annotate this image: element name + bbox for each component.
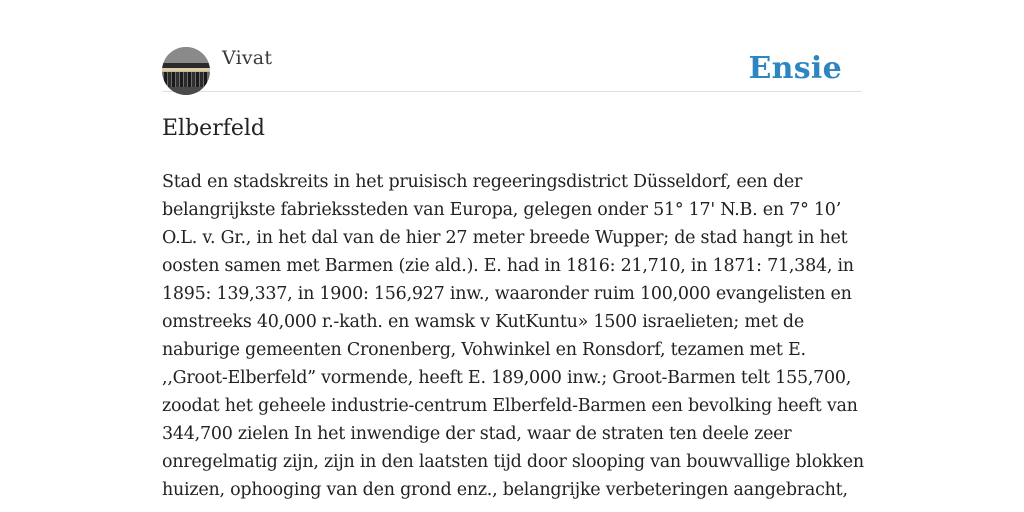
ensie-logo[interactable]: Ensie: [748, 51, 842, 86]
article-title: Elberfeld: [162, 116, 265, 141]
source-header: [162, 46, 862, 92]
source-name[interactable]: Vivat: [222, 47, 273, 69]
article-body: Stad en stadskreits in het pruisisch regeeringsdistrict Düsseldorf, een der belangrijkste fabriekssteden van Europa, gelegen onder 51° 17' N.B. en 7° 10’ O.L. v. Gr., in het dal van de hier 27 meter breede Wupper; de stad hangt in het oosten samen met Barmen (zie ald.). E. had in 1816: 21,710, in 1871: 71,384, in 1895: 139,337, in 1900: 156,927 inw., waaronder ruim 100,000 evangelisten en omstreeks 40,000 r.-kath. en wamsk v KutKuntu» 1500 israelieten; met de naburige gemeenten Cronenberg, Vohwinkel en Ronsdorf, tezamen met E. ,,Groot-Elberfeld” vormende, heeft E. 189,000 inw.; Groot-Barmen telt 155,700, zoodat het geheele industrie-centrum Elberfeld-Barmen een bevolking heeft van 344,700 zielen In het inwendige der stad, waar de straten ten deele zeer onregelmatig zijn, zijn in den laatsten tijd door slooping van bouwvallige blokken huizen, ophooging van den grond enz., belangrijke verbeteringen aangebracht,: [162, 172, 864, 500]
books-avatar-icon[interactable]: [162, 47, 210, 95]
